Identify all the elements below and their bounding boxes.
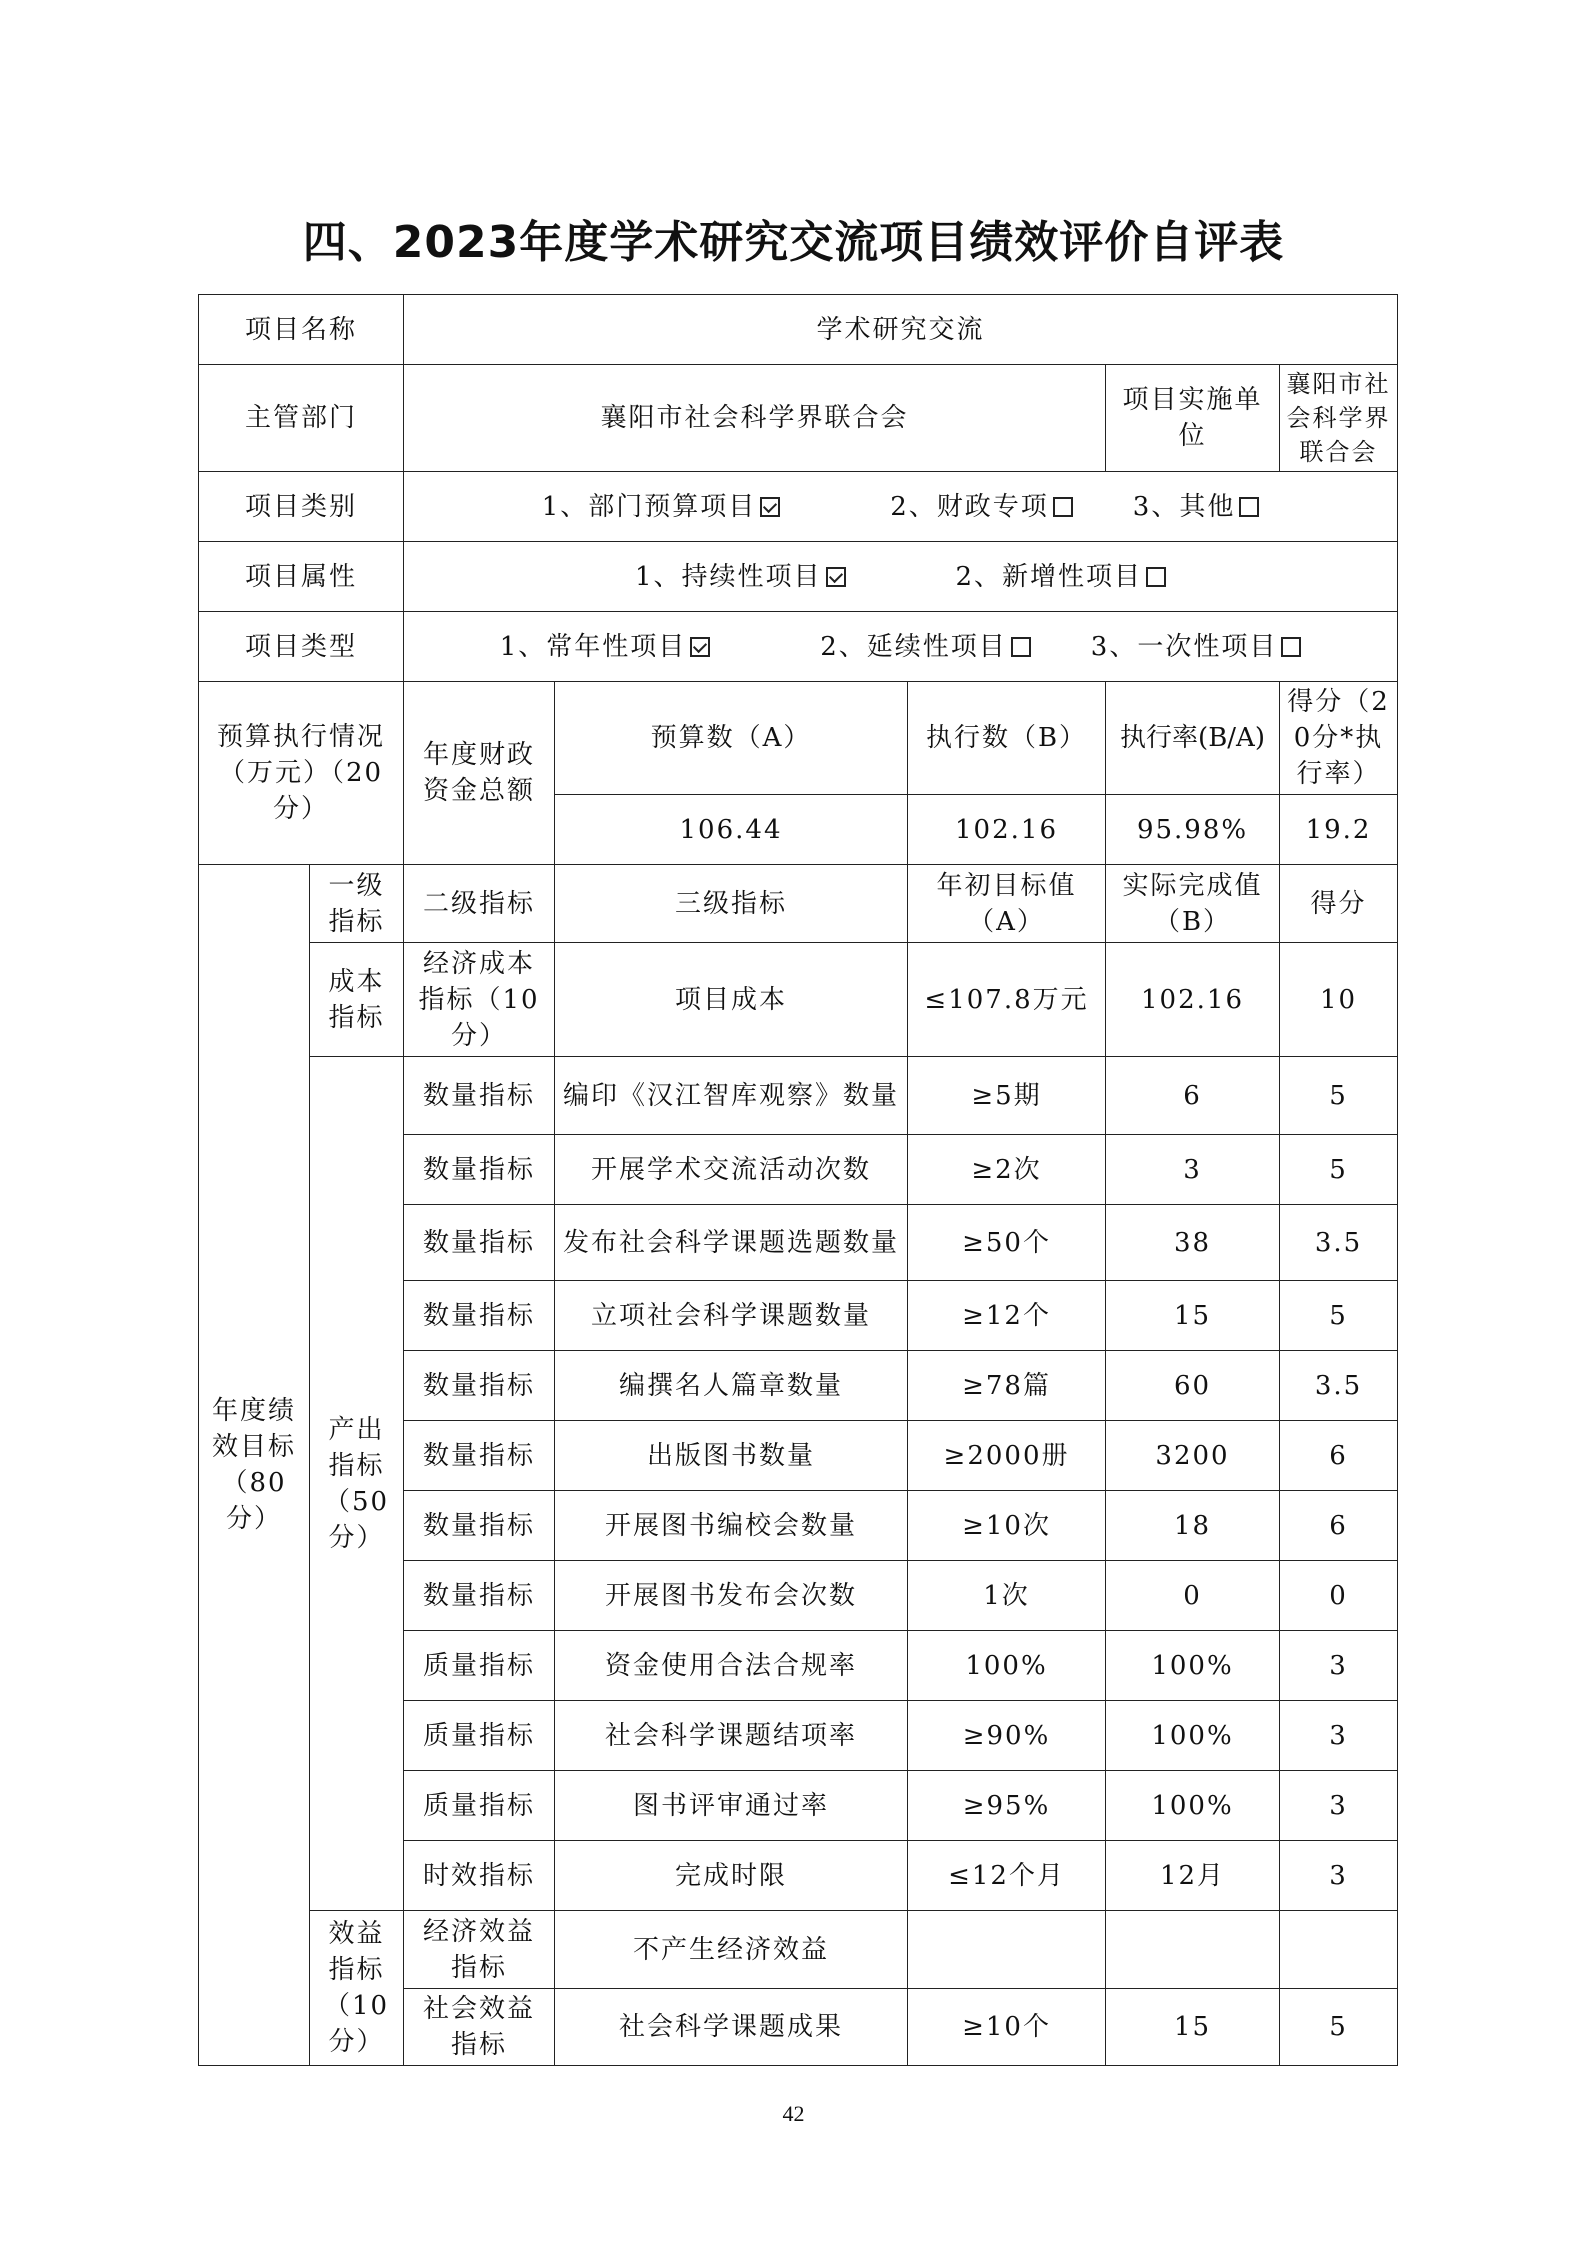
output-level2: 数量指标 [404,1135,555,1205]
performance-evaluation-table [198,294,1398,2066]
category-option [542,489,781,525]
output-level2: 数量指标 [404,1281,555,1351]
output-score: 3 [1280,1701,1398,1771]
output-level3: 开展学术交流活动次数 [555,1135,908,1205]
output-level2: 质量指标 [404,1631,555,1701]
cost-target: ≤107.8万元 [908,943,1106,1057]
header-actual: 实际完成值（B） [1106,865,1280,943]
attribute-option [956,559,1167,595]
category-option-label: 2、财政专项 [890,491,1049,522]
output-score: 6 [1280,1491,1398,1561]
budget-header-b: 执行数（B） [908,682,1106,795]
impl-unit-label: 项目实施单位 [1106,365,1280,472]
table-row [199,865,1398,943]
category-option [1133,489,1260,525]
benefit-level3: 社会科学课题成果 [555,1989,908,2066]
budget-header-rate: 执行率(B/A) [1106,682,1280,795]
budget-header-score: 得分（20分*执行率） [1280,682,1398,795]
empty-box-icon[interactable] [1281,637,1301,657]
output-actual: 6 [1106,1057,1280,1135]
cost-level2: 经济成本指标（10分） [404,943,555,1057]
output-score: 0 [1280,1561,1398,1631]
output-level2: 数量指标 [404,1421,555,1491]
output-actual: 15 [1106,1281,1280,1351]
output-target: ≥95% [908,1771,1106,1841]
output-actual: 38 [1106,1205,1280,1281]
type-option-label: 2、延续性项目 [820,631,1007,662]
budget-total-label: 年度财政资金总额 [404,682,555,865]
table-row [199,365,1398,472]
output-actual: 60 [1106,1351,1280,1421]
output-target: ≥2000册 [908,1421,1106,1491]
output-score: 3.5 [1280,1351,1398,1421]
budget-value-score: 19.2 [1280,795,1398,865]
output-score: 5 [1280,1135,1398,1205]
checked-box-icon[interactable] [690,637,710,657]
benefit-level2: 经济效益指标 [404,1911,555,1989]
output-target: ≥90% [908,1701,1106,1771]
output-level3: 开展图书发布会次数 [555,1561,908,1631]
output-score: 5 [1280,1057,1398,1135]
benefit-actual: 15 [1106,1989,1280,2066]
checked-box-icon[interactable] [826,567,846,587]
empty-box-icon[interactable] [1011,637,1031,657]
output-score: 3 [1280,1771,1398,1841]
project-name-value: 学术研究交流 [404,295,1398,365]
benefit-target: ≥10个 [908,1989,1106,2066]
benefit-actual [1106,1911,1280,1989]
output-level2: 数量指标 [404,1205,555,1281]
category-option-label: 3、其他 [1132,491,1236,522]
output-level3: 图书评审通过率 [555,1771,908,1841]
table-row [199,1911,1398,1989]
benefit-target [908,1911,1106,1989]
benefit-score: 5 [1280,1989,1398,2066]
attribute-option [635,559,846,595]
output-actual: 100% [1106,1701,1280,1771]
output-level2: 质量指标 [404,1701,555,1771]
type-option-label: 3、一次性项目 [1090,631,1278,662]
output-group-label: 产出指标（50分） [310,1057,404,1911]
table-row [199,682,1398,795]
output-target: ≥2次 [908,1135,1106,1205]
output-score: 5 [1280,1281,1398,1351]
table-row [199,943,1398,1057]
output-level2: 数量指标 [404,1351,555,1421]
empty-box-icon[interactable] [1053,497,1073,517]
category-label: 项目类别 [199,472,404,542]
category-option-label: 1、部门预算项目 [541,491,757,522]
output-actual: 3200 [1106,1421,1280,1491]
type-options [404,612,1398,682]
table-row [199,295,1398,365]
output-actual: 0 [1106,1561,1280,1631]
output-level3: 开展图书编校会数量 [555,1491,908,1561]
type-label: 项目类型 [199,612,404,682]
project-name-label: 项目名称 [199,295,404,365]
header-target: 年初目标值（A） [908,865,1106,943]
output-actual: 100% [1106,1631,1280,1701]
budget-value-b: 102.16 [908,795,1106,865]
output-level2: 质量指标 [404,1771,555,1841]
page-title: 四、2023年度学术研究交流项目绩效评价自评表 [302,217,1285,268]
output-target: ≥12个 [908,1281,1106,1351]
budget-value-a: 106.44 [555,795,908,865]
cost-group-label: 成本指标 [310,943,404,1057]
output-level3: 编撰名人篇章数量 [555,1351,908,1421]
output-level2: 数量指标 [404,1057,555,1135]
output-score: 3.5 [1280,1205,1398,1281]
header-level2: 二级指标 [404,865,555,943]
header-level3: 三级指标 [555,865,908,943]
checked-box-icon[interactable] [760,497,780,517]
empty-box-icon[interactable] [1146,567,1166,587]
table-row [199,472,1398,542]
attribute-option-label: 2、新增性项目 [955,561,1143,592]
output-actual: 100% [1106,1771,1280,1841]
output-level3: 社会科学课题结项率 [555,1701,908,1771]
department-label: 主管部门 [199,365,404,472]
table-row [199,1057,1398,1135]
budget-header-a: 预算数（A） [555,682,908,795]
table-row [199,612,1398,682]
output-target: ≥78篇 [908,1351,1106,1421]
type-option-label: 1、常年性项目 [499,631,687,662]
output-target: ≤12个月 [908,1841,1106,1911]
cost-level3: 项目成本 [555,943,908,1057]
output-score: 3 [1280,1841,1398,1911]
output-level3: 完成时限 [555,1841,908,1911]
output-level2: 时效指标 [404,1841,555,1911]
output-target: ≥50个 [908,1205,1106,1281]
benefit-level2: 社会效益指标 [404,1989,555,2066]
type-option [500,629,711,665]
output-score: 6 [1280,1421,1398,1491]
category-options [404,472,1398,542]
annual-performance-label: 年度绩效目标（80分） [199,865,310,2066]
benefit-group-label: 效益指标（10分） [310,1911,404,2066]
benefit-level3: 不产生经济效益 [555,1911,908,1989]
table-row [199,542,1398,612]
attribute-option-label: 1、持续性项目 [634,561,822,592]
output-level3: 资金使用合法合规率 [555,1631,908,1701]
output-actual: 3 [1106,1135,1280,1205]
page-number: 42 [782,2101,805,2126]
output-level2: 数量指标 [404,1491,555,1561]
cost-score: 10 [1280,943,1398,1057]
benefit-score [1280,1911,1398,1989]
budget-label: 预算执行情况（万元）（20分） [199,682,404,865]
type-option [1091,629,1302,665]
output-target: ≥10次 [908,1491,1106,1561]
output-target: ≥5期 [908,1057,1106,1135]
output-target: 1次 [908,1561,1106,1631]
department-value: 襄阳市社会科学界联合会 [404,365,1106,472]
attribute-label: 项目属性 [199,542,404,612]
output-score: 3 [1280,1631,1398,1701]
header-level1: 一级指标 [310,865,404,943]
attribute-options [404,542,1398,612]
output-actual: 12月 [1106,1841,1280,1911]
budget-value-rate: 95.98% [1106,795,1280,865]
output-level2: 数量指标 [404,1561,555,1631]
output-level3: 立项社会科学课题数量 [555,1281,908,1351]
output-level3: 出版图书数量 [555,1421,908,1491]
output-actual: 18 [1106,1491,1280,1561]
output-level3: 发布社会科学课题选题数量 [555,1205,908,1281]
output-target: 100% [908,1631,1106,1701]
output-level3: 编印《汉江智库观察》数量 [555,1057,908,1135]
category-option [890,489,1073,525]
empty-box-icon[interactable] [1239,497,1259,517]
type-option [820,629,1031,665]
cost-actual: 102.16 [1106,943,1280,1057]
impl-unit-value: 襄阳市社会科学界联合会 [1280,365,1398,472]
header-score: 得分 [1280,865,1398,943]
